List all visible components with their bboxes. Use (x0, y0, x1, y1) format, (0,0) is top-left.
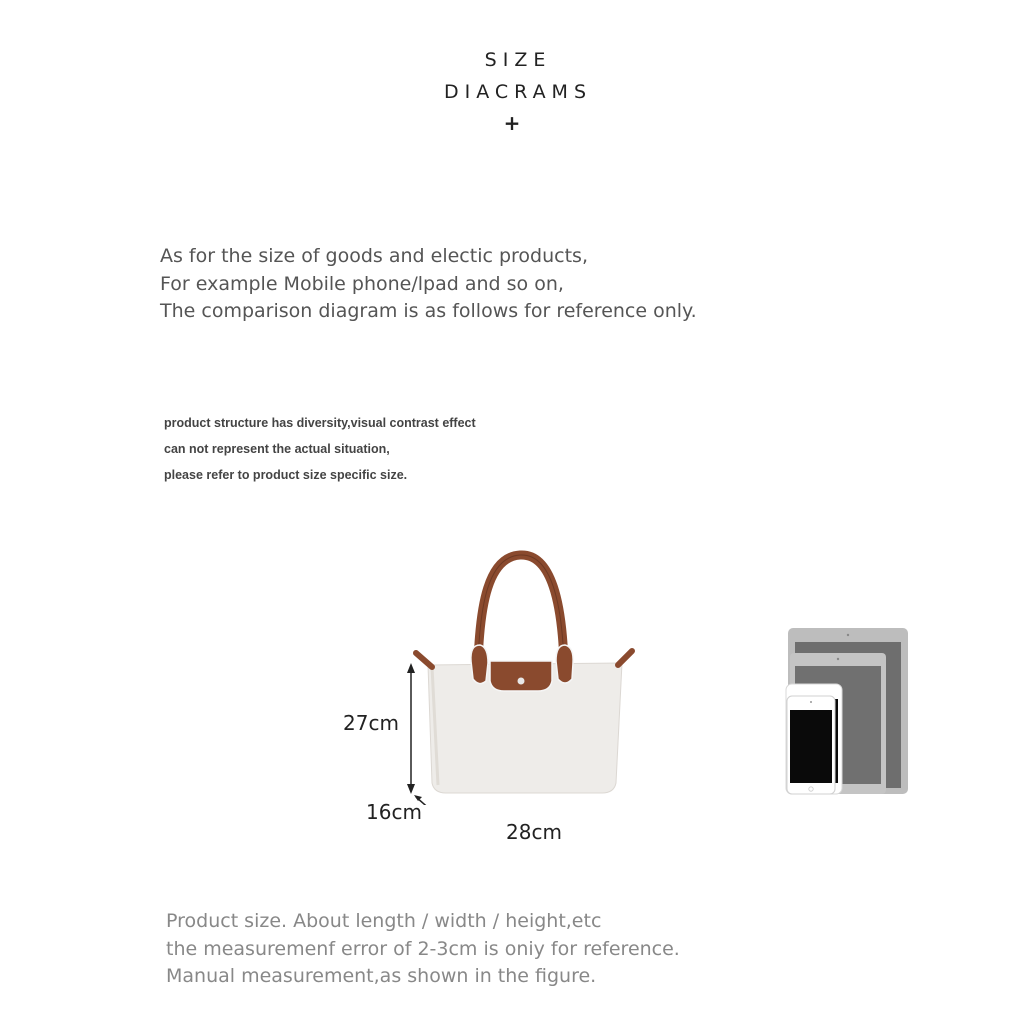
tote-bag-illustration (340, 545, 640, 809)
footer-line: Product size. About length / width / height,etc (166, 910, 602, 932)
note-line: can not represent the actual situation, (164, 442, 390, 456)
width-dimension-label: 28cm (506, 820, 562, 844)
intro-line: As for the size of goods and electic products, (160, 245, 588, 267)
intro-line: The comparison diagram is as follows for reference only. (160, 300, 697, 322)
disclaimer-note (164, 410, 476, 488)
height-dimension-label: 27cm (343, 711, 399, 735)
device-comparison-illustration (784, 626, 914, 802)
intro-line: For example Mobile phone/lpad and so on, (160, 272, 564, 295)
plus-icon: + (503, 111, 521, 135)
footer-text (166, 908, 680, 991)
footer-line: Manual measurement,as shown in the figure. (166, 965, 597, 987)
intro-text (160, 243, 697, 326)
title-line-2: DIACRAMS (443, 81, 593, 103)
title-line-1: SIZE (484, 49, 552, 71)
footer-line: the measuremenf error of 2-3cm is oniy for reference. (166, 937, 680, 960)
depth-dimension-label: 16cm (366, 800, 422, 824)
note-line: please refer to product size specific size. (164, 468, 408, 482)
note-line: product structure has diversity,visual contrast effect (164, 416, 476, 430)
